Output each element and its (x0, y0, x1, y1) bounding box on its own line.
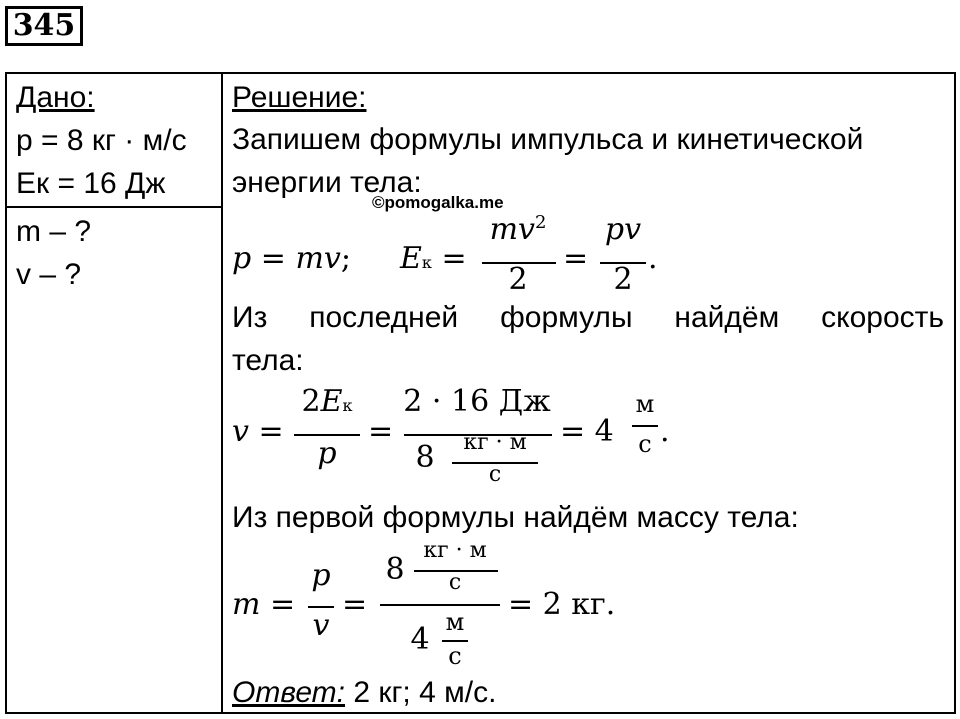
answer-label: Ответ: (232, 676, 345, 709)
problem-number: 345 (5, 6, 83, 46)
given-heading: Дано: (16, 81, 95, 114)
watermark: ©pomogalka.me (372, 193, 504, 212)
table-divider-horizontal (5, 206, 222, 208)
solution-intro-line1: Запишем формулы импульса и кинетической (232, 123, 864, 156)
solution-text-3: Из первой формулы найдём массу тела: (232, 501, 799, 534)
table-divider-vertical (221, 72, 223, 714)
solution-heading: Решение: (232, 81, 367, 114)
answer-line (232, 675, 496, 711)
answer-value: 2 кг; 4 м/с. (353, 676, 497, 709)
unknown-mass: m – ? (16, 215, 92, 248)
given-momentum: p = 8 кг · м/с (16, 124, 187, 157)
given-energy: Eк = 16 Дж (16, 167, 166, 200)
unknown-velocity: v – ? (16, 258, 82, 291)
solution-text-2a: Из последней формулы найдём скорость (232, 301, 944, 334)
solution-intro-line2: энергии тела: (232, 166, 422, 199)
solution-text-2b: тела: (232, 344, 304, 377)
